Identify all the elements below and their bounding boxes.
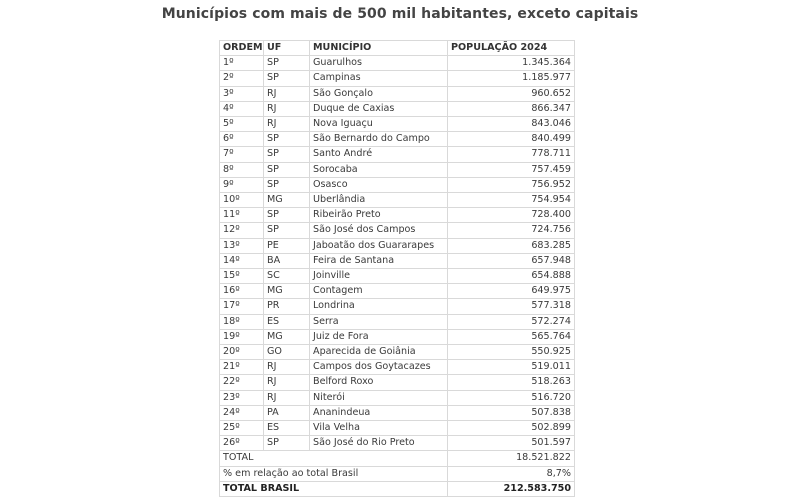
- cell-municipio: Osasco: [310, 177, 448, 192]
- cell-municipio: Juiz de Fora: [310, 329, 448, 344]
- cell-populacao: 550.925: [448, 345, 575, 360]
- cell-municipio: Campos dos Goytacazes: [310, 360, 448, 375]
- table-row: [220, 345, 575, 360]
- cell-uf: SP: [264, 208, 310, 223]
- cell-ordem: 10º: [220, 193, 264, 208]
- cell-populacao: 866.347: [448, 101, 575, 116]
- municipios-table: [219, 40, 575, 497]
- table-row: [220, 390, 575, 405]
- cell-populacao: 778.711: [448, 147, 575, 162]
- cell-uf: SP: [264, 56, 310, 71]
- cell-populacao: 572.274: [448, 314, 575, 329]
- cell-municipio: Londrina: [310, 299, 448, 314]
- cell-populacao: 1.345.364: [448, 56, 575, 71]
- cell-populacao: 501.597: [448, 436, 575, 451]
- cell-ordem: 4º: [220, 101, 264, 116]
- cell-ordem: 3º: [220, 86, 264, 101]
- cell-municipio: Santo André: [310, 147, 448, 162]
- cell-populacao: 654.888: [448, 269, 575, 284]
- cell-ordem: 25º: [220, 421, 264, 436]
- cell-uf: BA: [264, 253, 310, 268]
- table-row: [220, 269, 575, 284]
- cell-municipio: Ananindeua: [310, 405, 448, 420]
- table-row: [220, 56, 575, 71]
- cell-uf: SP: [264, 147, 310, 162]
- cell-uf: SP: [264, 177, 310, 192]
- table-row: [220, 329, 575, 344]
- cell-uf: MG: [264, 329, 310, 344]
- cell-uf: RJ: [264, 390, 310, 405]
- cell-uf: GO: [264, 345, 310, 360]
- cell-uf: SP: [264, 436, 310, 451]
- cell-municipio: Belford Roxo: [310, 375, 448, 390]
- cell-uf: MG: [264, 284, 310, 299]
- cell-populacao: 728.400: [448, 208, 575, 223]
- summary-row: [220, 481, 575, 496]
- table-row: [220, 360, 575, 375]
- summary-label: TOTAL: [220, 451, 448, 466]
- summary-row: [220, 451, 575, 466]
- table-header-row: [220, 41, 575, 56]
- cell-populacao: 840.499: [448, 132, 575, 147]
- cell-municipio: São Gonçalo: [310, 86, 448, 101]
- cell-populacao: 518.263: [448, 375, 575, 390]
- cell-uf: SP: [264, 223, 310, 238]
- cell-municipio: Niterói: [310, 390, 448, 405]
- cell-uf: PA: [264, 405, 310, 420]
- cell-ordem: 9º: [220, 177, 264, 192]
- table-row: [220, 405, 575, 420]
- cell-ordem: 14º: [220, 253, 264, 268]
- cell-uf: RJ: [264, 86, 310, 101]
- cell-ordem: 7º: [220, 147, 264, 162]
- cell-uf: RJ: [264, 117, 310, 132]
- table-row: [220, 162, 575, 177]
- cell-municipio: São José do Rio Preto: [310, 436, 448, 451]
- summary-row: [220, 466, 575, 481]
- cell-ordem: 23º: [220, 390, 264, 405]
- cell-ordem: 6º: [220, 132, 264, 147]
- cell-municipio: Sorocaba: [310, 162, 448, 177]
- table-row: [220, 284, 575, 299]
- cell-uf: SP: [264, 132, 310, 147]
- table-row: [220, 208, 575, 223]
- cell-ordem: 2º: [220, 71, 264, 86]
- cell-municipio: Vila Velha: [310, 421, 448, 436]
- cell-uf: SC: [264, 269, 310, 284]
- cell-municipio: Joinville: [310, 269, 448, 284]
- cell-uf: MG: [264, 193, 310, 208]
- cell-populacao: 565.764: [448, 329, 575, 344]
- cell-uf: SP: [264, 162, 310, 177]
- cell-uf: RJ: [264, 375, 310, 390]
- cell-municipio: Serra: [310, 314, 448, 329]
- table-row: [220, 375, 575, 390]
- header-ordem: ORDEM: [220, 41, 264, 56]
- cell-uf: ES: [264, 421, 310, 436]
- cell-ordem: 12º: [220, 223, 264, 238]
- cell-ordem: 8º: [220, 162, 264, 177]
- cell-ordem: 15º: [220, 269, 264, 284]
- cell-populacao: 507.838: [448, 405, 575, 420]
- table-row: [220, 177, 575, 192]
- cell-uf: RJ: [264, 360, 310, 375]
- cell-uf: PR: [264, 299, 310, 314]
- cell-municipio: São Bernardo do Campo: [310, 132, 448, 147]
- cell-ordem: 24º: [220, 405, 264, 420]
- header-municipio: MUNICÍPIO: [310, 41, 448, 56]
- summary-value: 212.583.750: [448, 481, 575, 496]
- cell-populacao: 756.952: [448, 177, 575, 192]
- cell-populacao: 649.975: [448, 284, 575, 299]
- cell-populacao: 516.720: [448, 390, 575, 405]
- cell-municipio: Feira de Santana: [310, 253, 448, 268]
- header-populacao: POPULAÇÃO 2024: [448, 41, 575, 56]
- table-title: Municípios com mais de 500 mil habitantes, exceto capitais: [161, 6, 639, 22]
- cell-municipio: Contagem: [310, 284, 448, 299]
- cell-populacao: 683.285: [448, 238, 575, 253]
- cell-municipio: Uberlândia: [310, 193, 448, 208]
- cell-municipio: Campinas: [310, 71, 448, 86]
- cell-ordem: 5º: [220, 117, 264, 132]
- table-body: [220, 56, 575, 497]
- table-row: [220, 132, 575, 147]
- table-row: [220, 71, 575, 86]
- cell-uf: RJ: [264, 101, 310, 116]
- table-row: [220, 147, 575, 162]
- cell-ordem: 17º: [220, 299, 264, 314]
- cell-ordem: 19º: [220, 329, 264, 344]
- cell-ordem: 26º: [220, 436, 264, 451]
- cell-municipio: São José dos Campos: [310, 223, 448, 238]
- cell-ordem: 18º: [220, 314, 264, 329]
- cell-ordem: 11º: [220, 208, 264, 223]
- cell-ordem: 13º: [220, 238, 264, 253]
- header-uf: UF: [264, 41, 310, 56]
- table-row: [220, 436, 575, 451]
- cell-populacao: 757.459: [448, 162, 575, 177]
- cell-populacao: 657.948: [448, 253, 575, 268]
- cell-populacao: 843.046: [448, 117, 575, 132]
- cell-ordem: 16º: [220, 284, 264, 299]
- summary-label: TOTAL BRASIL: [220, 481, 448, 496]
- cell-uf: PE: [264, 238, 310, 253]
- cell-populacao: 502.899: [448, 421, 575, 436]
- summary-label: % em relação ao total Brasil: [220, 466, 448, 481]
- table-row: [220, 223, 575, 238]
- cell-municipio: Ribeirão Preto: [310, 208, 448, 223]
- cell-populacao: 519.011: [448, 360, 575, 375]
- table-row: [220, 238, 575, 253]
- table-row: [220, 421, 575, 436]
- cell-ordem: 1º: [220, 56, 264, 71]
- table-row: [220, 86, 575, 101]
- cell-populacao: 960.652: [448, 86, 575, 101]
- cell-populacao: 754.954: [448, 193, 575, 208]
- cell-municipio: Duque de Caxias: [310, 101, 448, 116]
- cell-ordem: 22º: [220, 375, 264, 390]
- table-row: [220, 101, 575, 116]
- cell-ordem: 20º: [220, 345, 264, 360]
- table-row: [220, 193, 575, 208]
- cell-populacao: 724.756: [448, 223, 575, 238]
- cell-municipio: Jaboatão dos Guararapes: [310, 238, 448, 253]
- table-row: [220, 314, 575, 329]
- table-row: [220, 299, 575, 314]
- summary-value: 8,7%: [448, 466, 575, 481]
- cell-uf: SP: [264, 71, 310, 86]
- cell-ordem: 21º: [220, 360, 264, 375]
- summary-value: 18.521.822: [448, 451, 575, 466]
- cell-municipio: Aparecida de Goiânia: [310, 345, 448, 360]
- cell-populacao: 577.318: [448, 299, 575, 314]
- table-row: [220, 117, 575, 132]
- cell-uf: ES: [264, 314, 310, 329]
- cell-populacao: 1.185.977: [448, 71, 575, 86]
- table-row: [220, 253, 575, 268]
- cell-municipio: Nova Iguaçu: [310, 117, 448, 132]
- cell-municipio: Guarulhos: [310, 56, 448, 71]
